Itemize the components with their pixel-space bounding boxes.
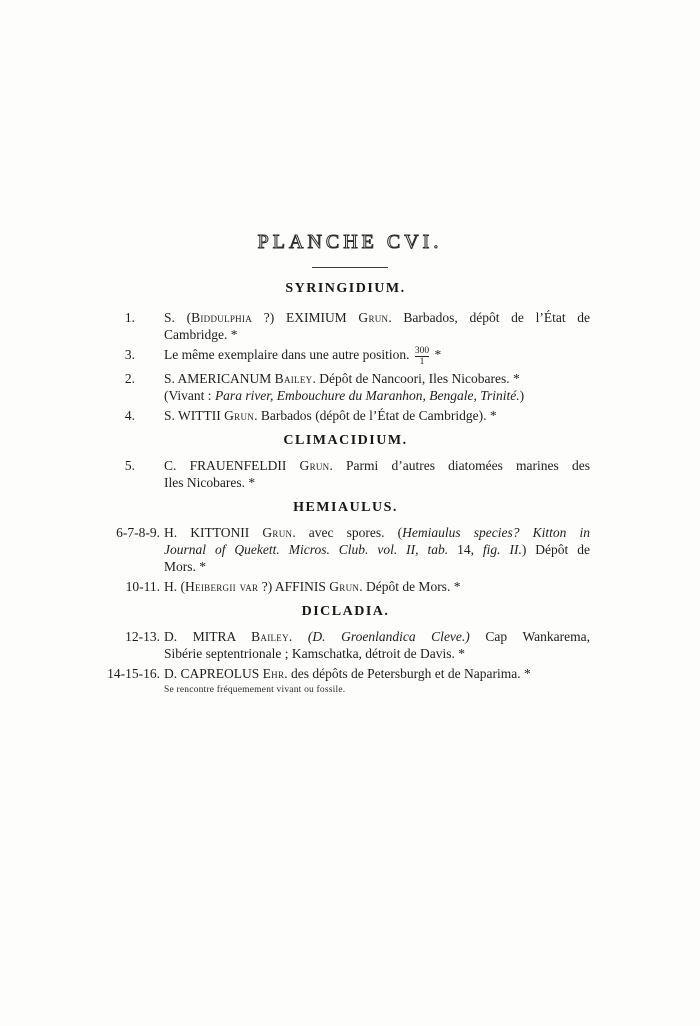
text-segment-smallcaps: Biddulphia xyxy=(191,310,253,325)
text-segment: . avec spores. ( xyxy=(292,525,403,540)
text-segment: . Barbados, dépôt de l’État de xyxy=(388,310,590,325)
entry-number: 6-7-8-9. xyxy=(116,525,160,540)
text-segment: S. WITTII xyxy=(164,408,225,423)
entry-line xyxy=(164,407,590,424)
entry-row xyxy=(101,665,590,696)
entry-text xyxy=(164,665,590,696)
entry-row xyxy=(101,407,590,424)
entry-number: 1. xyxy=(124,310,135,325)
entry-row xyxy=(101,524,590,575)
footnote: Se rencontre fréquemement vivant ou fossile. xyxy=(164,685,346,695)
text-segment-italic: Hemiaulus species? Kitton in xyxy=(402,525,591,540)
text-segment: H. KITTONII xyxy=(164,525,263,540)
text-segment: (Vivant : xyxy=(164,388,215,403)
entry-number: 14-15-16. xyxy=(107,666,160,681)
text-segment: Cap Wankarema, xyxy=(469,629,591,644)
magnification-fraction xyxy=(415,347,429,367)
entry-text xyxy=(164,370,590,404)
plate-title: PLANCHE CVI. xyxy=(257,231,443,253)
entry-line xyxy=(164,387,590,404)
entry-row xyxy=(101,578,590,595)
entry-line xyxy=(164,309,590,326)
fraction-numerator: 300 xyxy=(414,346,430,356)
entry-line xyxy=(164,474,590,491)
entry-text xyxy=(164,309,590,343)
text-segment: S. AMERICANUM xyxy=(164,371,275,386)
text-segment: . Barbados (dépôt de l’État de Cambridge). * xyxy=(254,408,497,423)
text-segment: 14, xyxy=(448,542,483,557)
entry-number: 12-13. xyxy=(125,629,160,644)
section-heading-hemiaulus: HEMIAULUS. xyxy=(293,500,398,515)
entry-text xyxy=(164,407,590,424)
entry-line xyxy=(164,645,590,662)
text-segment: * xyxy=(431,347,442,362)
entry-line xyxy=(164,524,590,541)
text-segment: . xyxy=(288,629,308,644)
text-segment-italic: fig. II. xyxy=(482,542,522,557)
text-segment-italic: (D. Groenlandica Cleve.) xyxy=(307,629,470,644)
entry-line xyxy=(164,628,590,645)
text-segment: . Parmi d’autres diatomées marines des xyxy=(329,458,590,473)
entry-line xyxy=(164,370,590,387)
text-segment: ) xyxy=(519,388,525,403)
entry-line xyxy=(164,541,590,558)
entry-row xyxy=(101,309,590,343)
text-segment: H. ( xyxy=(164,579,185,594)
text-segment: Mors. * xyxy=(164,559,207,574)
entry-line xyxy=(164,558,590,575)
text-segment-smallcaps: Bailey xyxy=(274,371,313,386)
text-segment-smallcaps: Grun xyxy=(358,310,389,325)
entry-row xyxy=(101,370,590,404)
entry-text xyxy=(164,457,590,491)
text-segment: ?) AFFINIS xyxy=(258,579,330,594)
entry-row xyxy=(101,346,590,367)
text-segment: C. FRAUENFELDII xyxy=(164,458,300,473)
text-segment: . des dépôts de Petersburgh et de Naparima. * xyxy=(284,666,531,681)
entry-line xyxy=(164,457,590,474)
text-segment: D. MITRA xyxy=(164,629,252,644)
title-divider-rule xyxy=(312,267,388,268)
entry-line xyxy=(164,578,590,595)
text-segment: . Dépôt de Nancoori, Iles Nicobares. * xyxy=(312,371,520,386)
text-segment: Iles Nicobares. * xyxy=(164,475,256,490)
entry-number: 10-11. xyxy=(125,579,160,594)
entry-text xyxy=(164,346,590,367)
text-segment: D. CAPREOLUS xyxy=(164,666,263,681)
entry-number: 4. xyxy=(124,408,135,423)
entry-line xyxy=(164,665,590,682)
text-segment-smallcaps: Bailey xyxy=(251,629,289,644)
text-segment: S. ( xyxy=(164,310,192,325)
entry-row xyxy=(101,457,590,491)
entry-text xyxy=(164,578,590,595)
text-segment-smallcaps: Ehr xyxy=(262,666,285,681)
page-content xyxy=(101,280,590,696)
section-heading-climacidium: CLIMACIDIUM. xyxy=(283,433,408,448)
text-segment-smallcaps: Heibergii var xyxy=(185,579,259,594)
entry-text xyxy=(164,524,590,575)
text-segment-smallcaps: Grun xyxy=(299,458,330,473)
entry-line xyxy=(164,326,590,343)
section-heading-syringidium: SYRINGIDIUM. xyxy=(285,281,406,296)
text-segment: ) Dépôt de xyxy=(521,542,590,557)
text-segment-smallcaps: Grun xyxy=(329,579,360,594)
entry-line xyxy=(164,346,590,367)
entry-number: 3. xyxy=(124,347,135,362)
text-segment: Cambridge. * xyxy=(164,327,238,342)
text-segment: . Dépôt de Mors. * xyxy=(359,579,461,594)
text-segment-italic: Para river, Embouchure du Maranhon, Bengale, Trinité. xyxy=(214,388,520,403)
entry-number: 5. xyxy=(124,458,135,473)
fraction-denominator: 1 xyxy=(415,356,429,367)
entry-number: 2. xyxy=(124,371,135,386)
section-heading-dicladia: DICLADIA. xyxy=(301,604,390,619)
entry-row xyxy=(101,628,590,662)
text-segment: ?) EXIMIUM xyxy=(252,310,359,325)
text-segment: Le même exemplaire dans une autre position. xyxy=(164,347,413,362)
text-segment-smallcaps: Grun xyxy=(262,525,293,540)
text-segment-italic: Journal of Quekett. Micros. Club. vol. II, tab. xyxy=(164,542,449,557)
text-segment-smallcaps: Grun xyxy=(224,408,255,423)
entry-text xyxy=(164,628,590,662)
text-segment: Sibérie septentrionale ; Kamschatka, détroit de Davis. * xyxy=(164,646,466,661)
